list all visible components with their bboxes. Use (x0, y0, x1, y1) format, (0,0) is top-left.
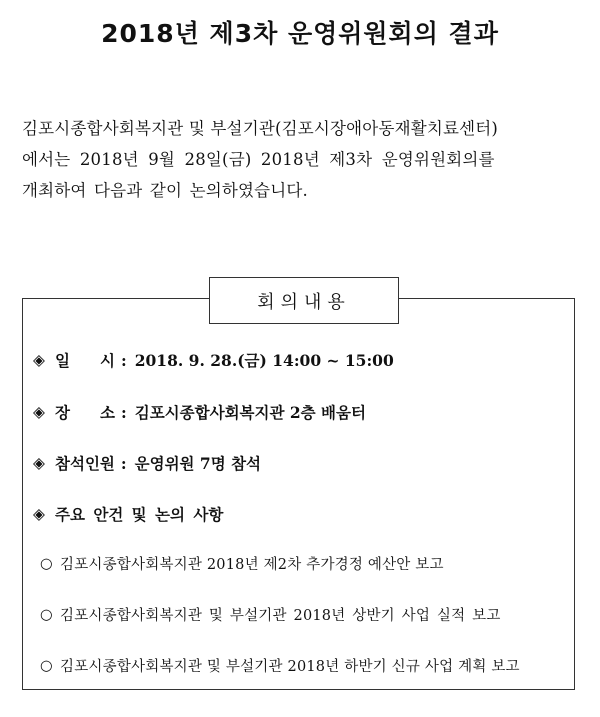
place-colon: : (121, 402, 127, 422)
circle-bullet-icon: ○ (40, 555, 53, 572)
place-label (55, 401, 115, 423)
agenda-heading-row (33, 503, 223, 525)
agenda-item (40, 604, 501, 625)
attendees-row (33, 452, 261, 474)
agenda-item (40, 553, 444, 574)
attendees-label: 참석인원 (55, 454, 115, 473)
date-colon: : (121, 350, 127, 370)
diamond-bullet-icon: ◈ (33, 454, 45, 472)
agenda-item (40, 655, 520, 676)
intro-line-1: 김포시종합사회복지관 및 부설기관(김포시장애아동재활치료센터) (22, 119, 499, 138)
diamond-bullet-icon: ◈ (33, 505, 45, 523)
place-label-b: 소 (100, 403, 115, 422)
place-row (33, 401, 366, 423)
agenda-heading: 주요 안건 및 논의 사항 (55, 505, 224, 524)
diamond-bullet-icon: ◈ (33, 403, 45, 421)
date-label (55, 349, 115, 371)
document-title: 2018년 제3차 운영위원회의 결과 (101, 19, 499, 48)
date-label-a: 일 (55, 351, 70, 370)
meeting-content-heading: 회의내용 (209, 277, 399, 324)
place-value: 김포시종합사회복지관 2층 배움터 (134, 403, 366, 422)
place-label-a: 장 (55, 403, 70, 422)
agenda-item-text: 김포시종합사회복지관 및 부설기관 2018년 상반기 사업 실적 보고 (60, 608, 501, 624)
agenda-item-text: 김포시종합사회복지관 2018년 제2차 추가경정 예산안 보고 (60, 557, 444, 573)
attendees-value: 운영위원 7명 참석 (134, 454, 262, 473)
intro-line-3: 개최하여 다음과 같이 논의하였습니다. (22, 181, 309, 200)
circle-bullet-icon: ○ (40, 657, 53, 674)
diamond-bullet-icon: ◈ (33, 351, 45, 369)
agenda-item-text: 김포시종합사회복지관 및 부설기관 2018년 하반기 신규 사업 계획 보고 (60, 659, 520, 675)
date-row (33, 349, 394, 371)
date-value: 2018. 9. 28.(금) 14:00 ~ 15:00 (134, 351, 394, 370)
circle-bullet-icon: ○ (40, 606, 53, 623)
date-label-b: 시 (100, 351, 115, 370)
intro-line-2: 에서는 2018년 9월 28일(금) 2018년 제3차 운영위원회의를 (22, 150, 495, 169)
attendees-colon: : (120, 453, 127, 473)
intro-paragraph (22, 113, 582, 206)
